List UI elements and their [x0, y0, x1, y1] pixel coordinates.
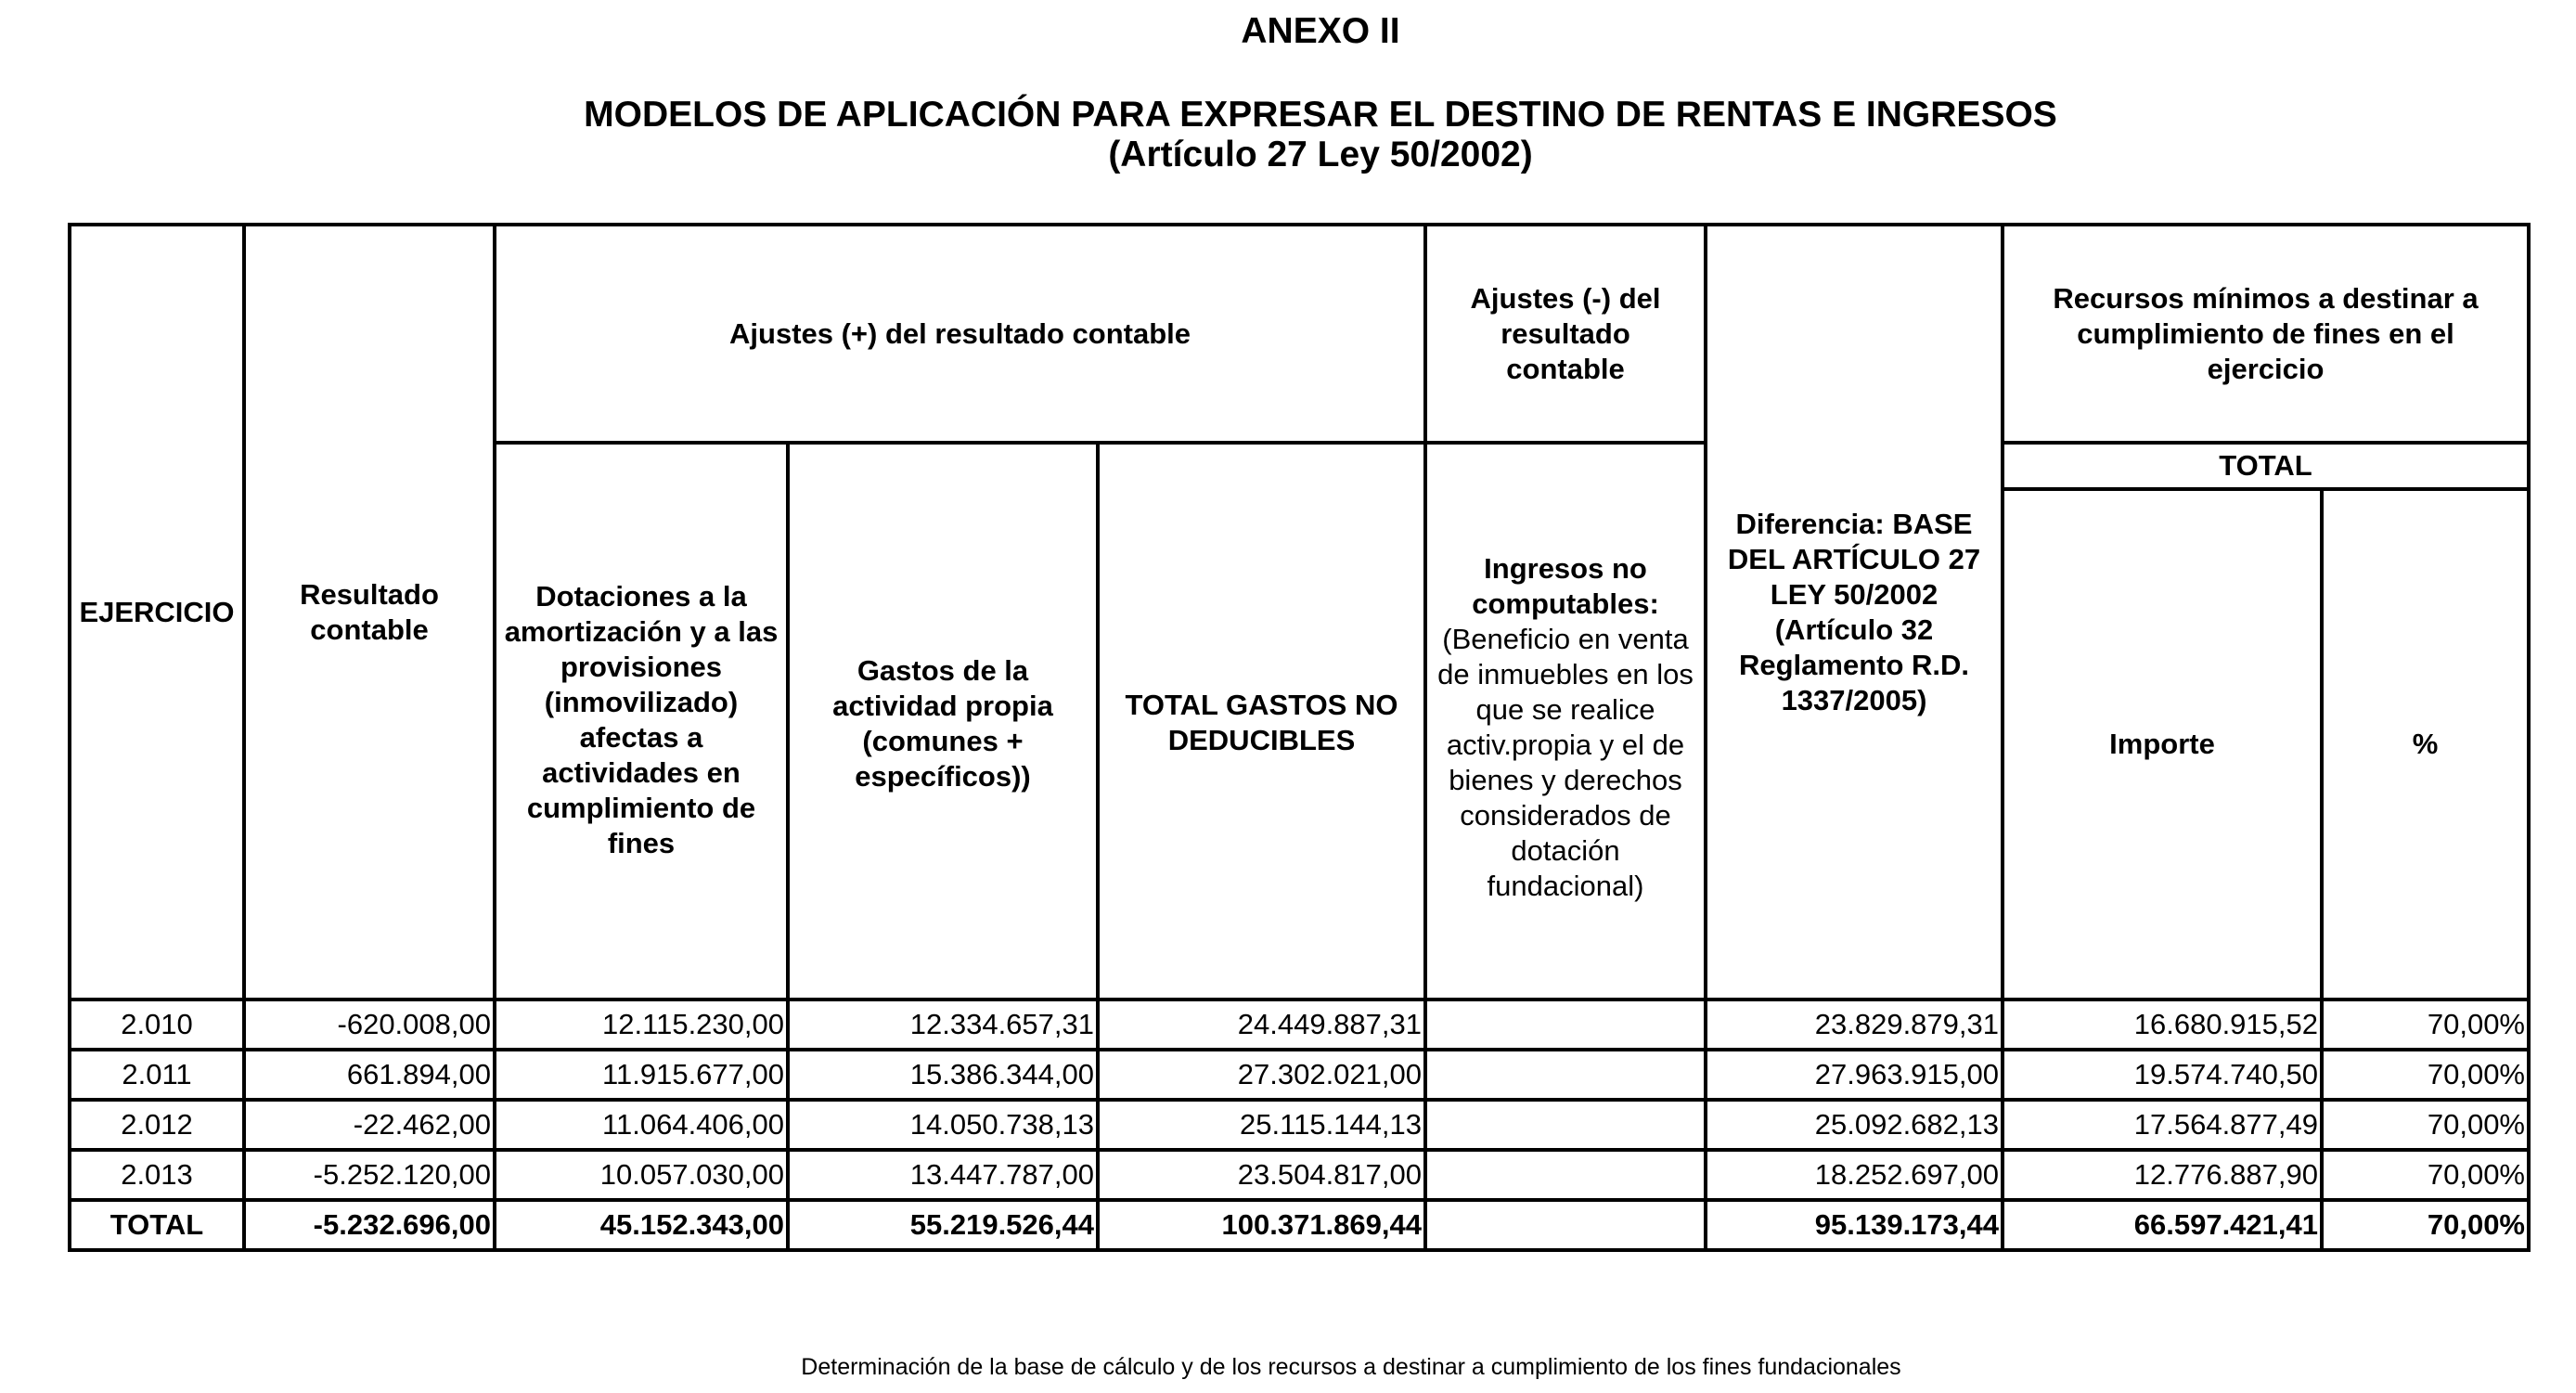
cell-ejercicio: 2.010: [70, 1000, 244, 1050]
cell-ejercicio: 2.013: [70, 1150, 244, 1200]
cell-gastos: 55.219.526,44: [788, 1200, 1098, 1250]
header-dotaciones: Dotaciones a la amortización y a las provisiones (inmovilizado) afectas a actividades en cumplimiento de fines: [495, 443, 788, 1000]
cell-gastos: 13.447.787,00: [788, 1150, 1098, 1200]
cell-dotaciones: 45.152.343,00: [495, 1200, 788, 1250]
cell-resultado: 661.894,00: [244, 1050, 495, 1100]
cell-dotaciones: 10.057.030,00: [495, 1150, 788, 1200]
destino-rentas-table: [68, 223, 2531, 1252]
cell-porcentaje: 70,00%: [2322, 1200, 2529, 1250]
table-row: [70, 1150, 2529, 1200]
header-resultado-contable: Resultado contable: [244, 225, 495, 1000]
cell-total-gastos: 27.302.021,00: [1098, 1050, 1425, 1100]
cell-porcentaje: 70,00%: [2322, 1000, 2529, 1050]
header-ejercicio: EJERCICIO: [70, 225, 244, 1000]
header-ajustes-negativos: Ajustes (-) del resultado contable: [1425, 225, 1706, 443]
cell-dotaciones: 11.915.677,00: [495, 1050, 788, 1100]
page-subtitle: (Artículo 27 Ley 50/2002): [1108, 135, 1533, 174]
table-row: [70, 1050, 2529, 1100]
cell-ingresos: [1425, 1150, 1706, 1200]
cell-ingresos: [1425, 1200, 1706, 1250]
cell-importe: 17.564.877,49: [2003, 1100, 2322, 1150]
cell-ejercicio: TOTAL: [70, 1200, 244, 1250]
cell-total-gastos: 100.371.869,44: [1098, 1200, 1425, 1250]
header-ajustes-positivos: Ajustes (+) del resultado contable: [495, 225, 1425, 443]
header-gastos-actividad: Gastos de la actividad propia (comunes + específicos)): [788, 443, 1098, 1000]
cell-ingresos: [1425, 1000, 1706, 1050]
header-recursos-minimos: Recursos mínimos a destinar a cumplimiento de fines en el ejercicio: [2003, 225, 2529, 443]
cell-total-gastos: 23.504.817,00: [1098, 1150, 1425, 1200]
cell-ingresos: [1425, 1050, 1706, 1100]
table-row: [70, 1100, 2529, 1150]
cell-diferencia: 25.092.682,13: [1706, 1100, 2003, 1150]
cell-ejercicio: 2.011: [70, 1050, 244, 1100]
header-ingresos-no-computables: [1425, 443, 1706, 1000]
ingresos-title: Ingresos no computables:: [1472, 552, 1659, 620]
header-diferencia-base: Diferencia: BASE DEL ARTÍCULO 27 LEY 50/2002 (Artículo 32 Reglamento R.D. 1337/2005): [1706, 225, 2003, 1000]
header-porcentaje: %: [2322, 489, 2529, 1000]
cell-gastos: 12.334.657,31: [788, 1000, 1098, 1050]
cell-ejercicio: 2.012: [70, 1100, 244, 1150]
cell-total-gastos: 24.449.887,31: [1098, 1000, 1425, 1050]
header-total-gastos: TOTAL GASTOS NO DEDUCIBLES: [1098, 443, 1425, 1000]
ingresos-description: (Beneficio en venta de inmuebles en los que se realice activ.propia y el de bienes y derechos considerados de dotación fundacional): [1437, 623, 1694, 902]
cell-total-gastos: 25.115.144,13: [1098, 1100, 1425, 1150]
cell-ingresos: [1425, 1100, 1706, 1150]
page-title: MODELOS DE APLICACIÓN PARA EXPRESAR EL DESTINO DE RENTAS E INGRESOS: [584, 95, 2057, 135]
cell-importe: 66.597.421,41: [2003, 1200, 2322, 1250]
cell-gastos: 15.386.344,00: [788, 1050, 1098, 1100]
header-total: TOTAL: [2003, 443, 2529, 489]
page-footer: Determinación de la base de cálculo y de los recursos a destinar a cumplimiento de los fines fundacionales: [801, 1354, 1901, 1380]
annex-title: ANEXO II: [1241, 11, 1400, 51]
cell-diferencia: 95.139.173,44: [1706, 1200, 2003, 1250]
cell-diferencia: 18.252.697,00: [1706, 1150, 2003, 1200]
total-row: [70, 1200, 2529, 1250]
cell-porcentaje: 70,00%: [2322, 1100, 2529, 1150]
table-row: [70, 1000, 2529, 1050]
cell-porcentaje: 70,00%: [2322, 1150, 2529, 1200]
cell-gastos: 14.050.738,13: [788, 1100, 1098, 1150]
cell-porcentaje: 70,00%: [2322, 1050, 2529, 1100]
cell-importe: 12.776.887,90: [2003, 1150, 2322, 1200]
cell-importe: 16.680.915,52: [2003, 1000, 2322, 1050]
cell-resultado: -5.232.696,00: [244, 1200, 495, 1250]
cell-resultado: -22.462,00: [244, 1100, 495, 1150]
cell-dotaciones: 11.064.406,00: [495, 1100, 788, 1150]
header-importe: Importe: [2003, 489, 2322, 1000]
cell-dotaciones: 12.115.230,00: [495, 1000, 788, 1050]
cell-diferencia: 23.829.879,31: [1706, 1000, 2003, 1050]
cell-importe: 19.574.740,50: [2003, 1050, 2322, 1100]
cell-diferencia: 27.963.915,00: [1706, 1050, 2003, 1100]
cell-resultado: -5.252.120,00: [244, 1150, 495, 1200]
cell-resultado: -620.008,00: [244, 1000, 495, 1050]
